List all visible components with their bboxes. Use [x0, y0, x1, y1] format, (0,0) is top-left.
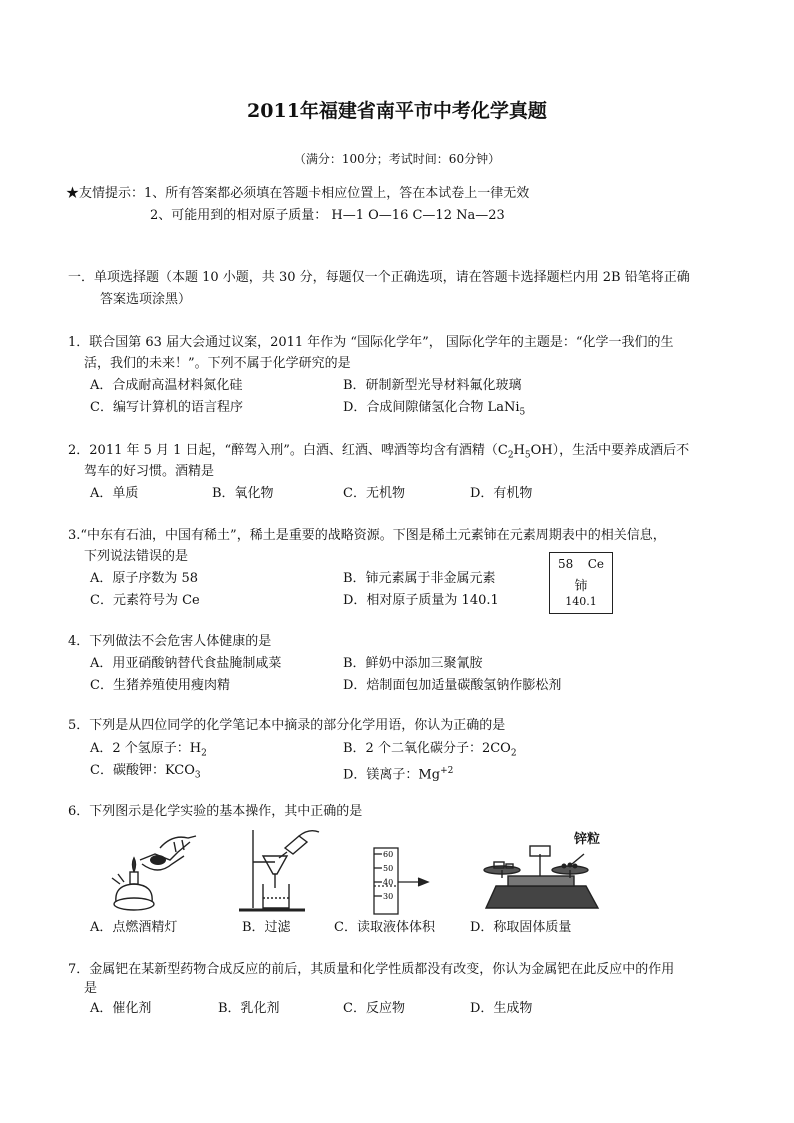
- q6-stem: 6．下列图示是化学实验的基本操作，其中正确的是: [68, 804, 363, 819]
- alcohol-lamp-figure: [100, 830, 200, 914]
- q2-stem-cont: 驾车的好习惯。酒精是: [84, 464, 215, 479]
- tip-line-2: 2、可能用到的相对原子质量： H—1 O—16 C—12 Na—23: [150, 208, 505, 223]
- q7-option-b: B．乳化剂: [218, 1001, 280, 1016]
- q4-option-d: D．焙制面包加适量碳酸氢钠作膨松剂: [343, 678, 562, 693]
- q5-option-d: [343, 761, 453, 785]
- q5-option-b: [343, 739, 517, 764]
- q2-stem-b: OH），生活中要养成酒后不: [530, 443, 690, 458]
- filtration-figure: [233, 826, 328, 916]
- graduated-cylinder-figure: [356, 838, 436, 918]
- q5-c-sub: 3: [194, 770, 201, 781]
- q1-option-b: B．研制新型光导材料氟化玻璃: [343, 378, 522, 393]
- q6-option-c: C．读取液体体积: [334, 920, 435, 935]
- tip-line-1: ★友情提示：1、所有答案都必须填在答题卡相应位置上，答在本试卷上一律无效: [66, 186, 530, 201]
- q3-option-d: D．相对原子质量为 140.1: [343, 593, 499, 608]
- scale-50: 50: [383, 864, 394, 873]
- q5-option-a: [90, 739, 207, 764]
- q3-stem: 3.“中东有石油，中国有稀土”，稀土是重要的战略资源。下图是稀土元素铈在元素周期表中的相关信息，: [68, 528, 666, 543]
- page-title: 2011年福建省南平市中考化学真题: [247, 100, 547, 122]
- element-card-cerium: [549, 552, 613, 614]
- q2-option-a: A．单质: [90, 486, 139, 501]
- atomic-number: 58: [558, 557, 574, 571]
- q5-option-c: [90, 761, 201, 786]
- element-name: 铈: [574, 579, 588, 594]
- q1-option-a: A．合成耐高温材料氮化硅: [90, 378, 243, 393]
- q5-b-sub: 2: [510, 748, 517, 759]
- q1-option-d: [343, 398, 525, 423]
- q7-option-c: C．反应物: [343, 1001, 405, 1016]
- q5-a-text: A．2 个氢原子：H: [90, 741, 202, 756]
- zinc-pellets-label: 锌粒: [574, 832, 601, 847]
- q2-option-b: B．氧化物: [212, 486, 274, 501]
- q4-option-c: C．生猪养殖使用瘦肉精: [90, 678, 230, 693]
- q1-option-d-text: D．合成间隙储氢化合物 LaNi: [343, 400, 520, 415]
- section-heading-cont: 答案选项涂黑）: [100, 292, 192, 307]
- q5-stem: 5．下列是从四位同学的化学笔记本中摘录的部分化学用语，你认为正确的是: [68, 718, 506, 733]
- q3-option-a: A．原子序数为 58: [90, 571, 199, 586]
- q5-b-text: B．2 个二氧化碳分子：2CO: [343, 741, 511, 756]
- q3-stem-cont: 下列说法错误的是: [84, 549, 189, 564]
- q1-option-d-sub: 5: [519, 407, 526, 418]
- section-heading: 一．单项选择题（本题 10 小题，共 30 分，每题仅一个正确选项，请在答题卡选择题栏内用 2B 铅笔将正确: [68, 270, 690, 285]
- q1-stem-cont: 活，我们的未来！”。下列不属于化学研究的是: [84, 356, 351, 371]
- element-symbol: Ce: [587, 557, 604, 571]
- q5-d-text: D．镁离子：Mg: [343, 767, 441, 783]
- scale-60: 60: [383, 850, 394, 859]
- q2-sub2: 5: [524, 450, 531, 461]
- q7-stem: 7．金属钯在某新型药物合成反应的前后，其质量和化学性质都没有改变，你认为金属钯在此反应中的作用: [68, 962, 675, 977]
- q5-d-sup: +2: [440, 766, 454, 776]
- q2-mid: H: [513, 443, 525, 458]
- q4-option-a: A．用亚硝酸钠替代食盐腌制咸菜: [90, 656, 282, 671]
- scale-40: 40: [383, 878, 394, 887]
- q2-stem-a: 2．2011 年 5 月 1 日起，“醉驾入刑”。白酒、红酒、啤酒等均含有酒精（C: [68, 443, 508, 458]
- q2-option-d: D．有机物: [470, 486, 533, 501]
- q7-stem-cont: 是: [84, 981, 98, 996]
- q4-option-b: B．鲜奶中添加三聚氰胺: [343, 656, 483, 671]
- q6-option-a: A．点燃酒精灯: [90, 920, 178, 935]
- q1-option-c: C．编写计算机的语言程序: [90, 400, 243, 415]
- atomic-mass: 140.1: [565, 595, 597, 608]
- q2-option-c: C．无机物: [343, 486, 405, 501]
- q5-a-sub: 2: [201, 748, 207, 759]
- q7-option-d: D．生成物: [470, 1001, 533, 1016]
- q6-option-d: D．称取固体质量: [470, 920, 572, 935]
- exam-info: （满分：100分；考试时间：60分钟）: [293, 152, 501, 166]
- q6-option-b: B．过滤: [242, 920, 291, 935]
- q4-stem: 4．下列做法不会危害人体健康的是: [68, 634, 272, 649]
- q7-option-a: A．催化剂: [90, 1001, 152, 1016]
- scale-30: 30: [383, 892, 394, 901]
- q5-c-text: C．碳酸钾：KCO: [90, 763, 195, 778]
- q2-sub1: 2: [507, 450, 514, 461]
- q3-option-c: C．元素符号为 Ce: [90, 593, 200, 608]
- q1-stem: 1．联合国第 63 届大会通过议案，2011 年作为 “国际化学年”， 国际化学年的主题是：“化学一我们的生: [68, 335, 674, 350]
- q3-option-b: B．铈元素属于非金属元素: [343, 571, 496, 586]
